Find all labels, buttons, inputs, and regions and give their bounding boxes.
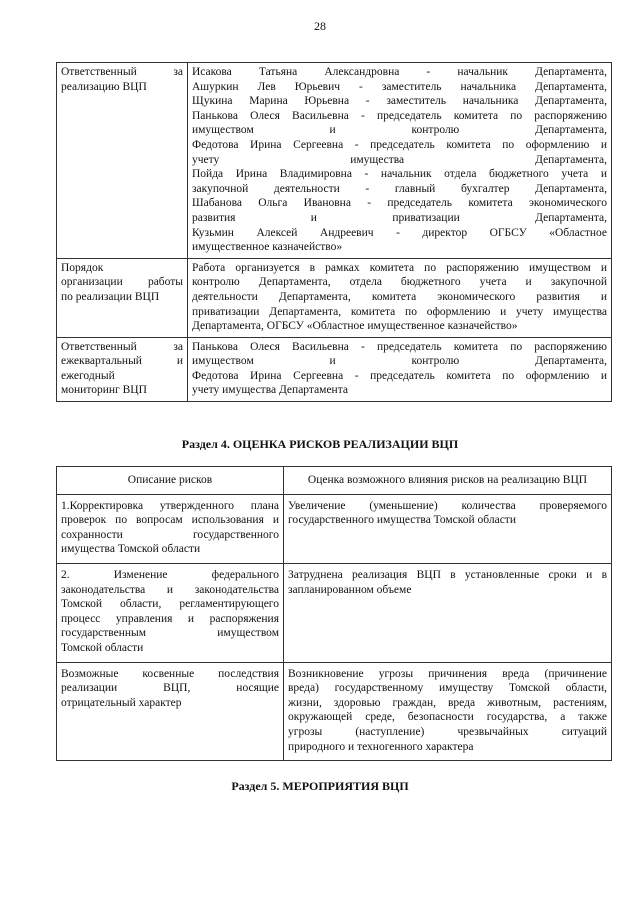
program-info-table — [56, 62, 612, 402]
text-line: контролю Департамента, отдела бюджетного учета и закупочной — [192, 276, 607, 289]
text-line: Ответственный за — [61, 66, 183, 78]
text-line: Ашуркин Лев Юрьевич - заместитель начальника Департамента, — [192, 80, 607, 93]
text-line: Возможные косвенные последствия — [61, 667, 279, 680]
risk-impact — [284, 563, 612, 662]
text-line: законодательства и законодательства — [61, 583, 279, 596]
text-line: учету имущества Департамента, — [192, 153, 607, 166]
text-line: процесс управления и распоряжения — [61, 612, 279, 625]
text-line: Увеличение (уменьшение) количества проверяемого — [288, 499, 607, 512]
text-line: Щукина Марина Юрьевна - заместитель начальника Департамента, — [192, 95, 607, 108]
text-line: имущества Томской области — [61, 543, 201, 556]
text-line: Федотова Ирина Сергеевна - председатель комитета по оформлению и — [192, 369, 607, 382]
row-value — [188, 63, 612, 259]
text-line: мониторинг ВЦП — [61, 384, 147, 397]
text-line: Возникновение угрозы причинения вреда (причинение — [288, 667, 607, 680]
text-line: Панькова Олеся Васильевна - председатель комитета по распоряжению — [192, 340, 607, 353]
header-risk-impact: Оценка возможного влияния рисков на реализацию ВЦП — [284, 467, 612, 495]
text-line: имущественное казначейство» — [192, 241, 343, 254]
text-line: Департамента, ОГБСУ «Областное имущественное казначейство» — [192, 320, 518, 333]
text-line: ежегодный — [61, 369, 115, 382]
text-line: ежеквартальный и — [61, 355, 183, 368]
section-4-title: Раздел 4. ОЦЕНКА РИСКОВ РЕАЛИЗАЦИИ ВЦП — [181, 437, 459, 451]
text-line: имуществом и контролю Департамента, — [192, 355, 607, 368]
row-label — [57, 337, 188, 401]
text-line: вреда) государственному имуществу Томской области, — [288, 682, 607, 695]
row-label — [57, 63, 188, 259]
text-line: Исакова Татьяна Александровна - начальник Департамента, — [192, 66, 607, 78]
risk-impact — [284, 494, 612, 563]
row-value — [188, 258, 612, 337]
text-line: государственного имущества Томской области — [288, 514, 516, 527]
risk-assessment-table — [56, 466, 612, 761]
row-label — [57, 258, 188, 337]
text-line: угрозы (наступление) чрезвычайных ситуаций — [288, 725, 607, 738]
text-line: государственным имуществом — [61, 627, 279, 640]
text-line: Работа организуется в рамках комитета по распоряжению имуществом и — [192, 261, 607, 274]
text-line: Панькова Олеся Васильевна - председатель комитета по распоряжению — [192, 109, 607, 122]
risk-description — [57, 563, 284, 662]
text-line: Порядок — [61, 261, 104, 274]
text-line: закупочной деятельности - главный бухгалтер Департамента, — [192, 182, 607, 195]
text-line: 1.Корректировка утвержденного плана — [61, 499, 279, 512]
header-risk-description: Описание рисков — [57, 467, 284, 495]
text-line: проверок по вопросам использования и — [61, 514, 279, 527]
text-line: окружающей среде, безопасности государства, а также — [288, 711, 607, 724]
text-line: Затруднена реализация ВЦП в установленные сроки и в — [288, 568, 607, 581]
text-line: Шабанова Ольга Ивановна - председатель комитета экономического — [192, 197, 607, 210]
text-line: развития и приватизации Департамента, — [192, 211, 607, 224]
risk-impact — [284, 662, 612, 761]
table-row — [57, 494, 612, 563]
text-line: Федотова Ирина Сергеевна - председатель комитета по оформлению и — [192, 138, 607, 151]
text-line: имуществом и контролю Департамента, — [192, 124, 607, 137]
text-line: 2. Изменение федерального — [61, 568, 279, 581]
text-line: приватизации Департамента, комитета по оформлению и учету имущества — [192, 305, 607, 318]
text-line: реализацию ВЦП — [61, 80, 147, 93]
text-line: учету имущества Департамента — [192, 384, 348, 397]
risk-description — [57, 494, 284, 563]
text-line: Ответственный за — [61, 340, 183, 353]
table-row — [57, 662, 612, 761]
text-line: жизни, здоровью граждан, вреда животным, растениям, — [288, 696, 607, 709]
table-row — [57, 63, 612, 259]
table-row — [57, 563, 612, 662]
text-line: Пойда Ирина Владимировна - начальник отдела бюджетного учета и — [192, 168, 607, 181]
text-line: запланированном объеме — [288, 583, 412, 596]
text-line: Томской области, регламентирующего — [61, 598, 279, 611]
text-line: природного и техногенного характера — [288, 740, 474, 753]
text-line: отрицательный характер — [61, 696, 182, 709]
row-value — [188, 337, 612, 401]
table-row — [57, 337, 612, 401]
text-line: сохранности государственного — [61, 528, 279, 541]
text-line: реализации ВЦП, носящие — [61, 682, 279, 695]
page-number: 28 — [314, 19, 326, 33]
text-line: организации работы — [61, 276, 183, 289]
text-line: Томской области — [61, 641, 144, 654]
text-line: по реализации ВЦП — [61, 290, 160, 303]
table-header-row — [57, 467, 612, 495]
table-row — [57, 258, 612, 337]
risk-description — [57, 662, 284, 761]
text-line: деятельности Департамента, комитета экономического развития и — [192, 290, 607, 303]
text-line: Кузьмин Алексей Андреевич - директор ОГБСУ «Областное — [192, 226, 607, 239]
section-5-title: Раздел 5. МЕРОПРИЯТИЯ ВЦП — [231, 779, 409, 793]
